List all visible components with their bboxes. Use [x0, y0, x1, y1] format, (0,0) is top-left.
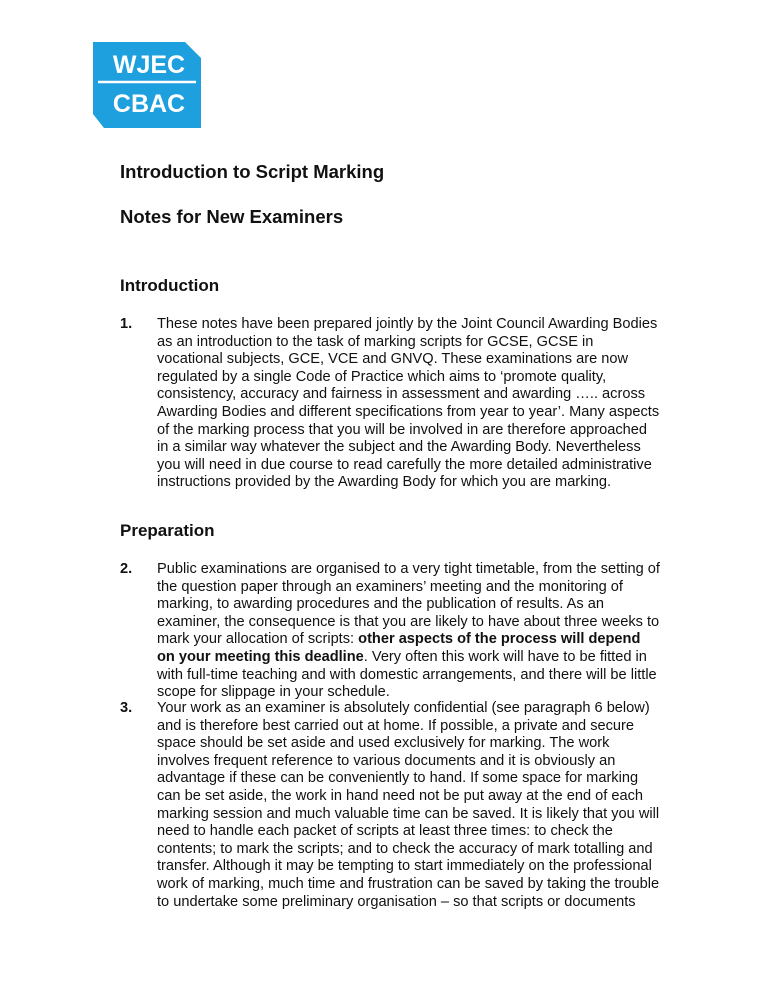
paragraph-number: 1. [120, 316, 133, 332]
wjec-cbac-logo [93, 42, 201, 128]
paragraph-text: These notes have been prepared jointly by the Joint Council Awarding Bodies as an introduction to the task of marking scripts for GCSE, GCSE in vocational subjects, GCE, VCE and GNVQ. These examinations are now regulated by a single Code of Practice which aims to ‘promote quality, consistency, accuracy and fairness in assessment and awarding ….. across Awarding Bodies and different specifications from year to year’. Many aspects of the marking process that you will be involved in are therefore approached in a similar way whatever the subject and the Awarding Body. Nevertheless you will need in due course to read carefully the more detailed administrative instructions provided by the Awarding Body for which you are marking. [157, 316, 660, 491]
section-heading-preparation: Preparation [120, 521, 215, 540]
paragraph-number: 3. [120, 700, 133, 716]
section-heading-introduction: Introduction [120, 276, 220, 295]
paragraph-3 [120, 700, 660, 911]
logo-text-wjec: WJEC [112, 51, 186, 79]
paragraph-text [157, 561, 660, 702]
paragraph-text-end: . Very often this work will have to be fitted in with full-time teaching and with domestic arrangements, and there will be little scope for slippage in your schedule. [157, 648, 657, 701]
paragraph-number: 2. [120, 561, 133, 577]
paragraph-1 [120, 316, 660, 492]
logo-mark [93, 42, 201, 128]
document-subtitle: Notes for New Examiners [120, 206, 344, 227]
paragraph-text-start: Public examinations are organised to a very tight timetable, from the setting of the question paper through an examiners’ meeting and the monitoring of marking, to awarding procedures and the publication of results. As an examiner, the consequence is that you are likely to have about three weeks to mark your allocation of scripts: [157, 561, 660, 648]
deadline-emphasis: other aspects of the process will depend on your meeting this deadline [157, 631, 641, 665]
paragraph-2 [120, 561, 660, 702]
document-title: Introduction to Script Marking [120, 161, 385, 182]
logo-text-cbac: CBAC [112, 90, 186, 118]
paragraph-text: Your work as an examiner is absolutely confidential (see paragraph 6 below) and is therefore best carried out at home. If possible, a private and secure space should be set aside and used exclusively for marking. The work involves frequent reference to various documents and it is obviously an advantage if these can be conveniently to hand. If some space for marking can be set aside, the work in hand need not be put away at the end of each marking session and much valuable time can be saved. It is likely that you will need to handle each packet of scripts at least three times: to check the contents; to mark the scripts; and to check the accuracy of mark totalling and transfer. Although it may be tempting to start immediately on the professional work of marking, much time and frustration can be saved by taking the trouble to undertake some preliminary organisation – so that scripts or documents [157, 700, 660, 910]
